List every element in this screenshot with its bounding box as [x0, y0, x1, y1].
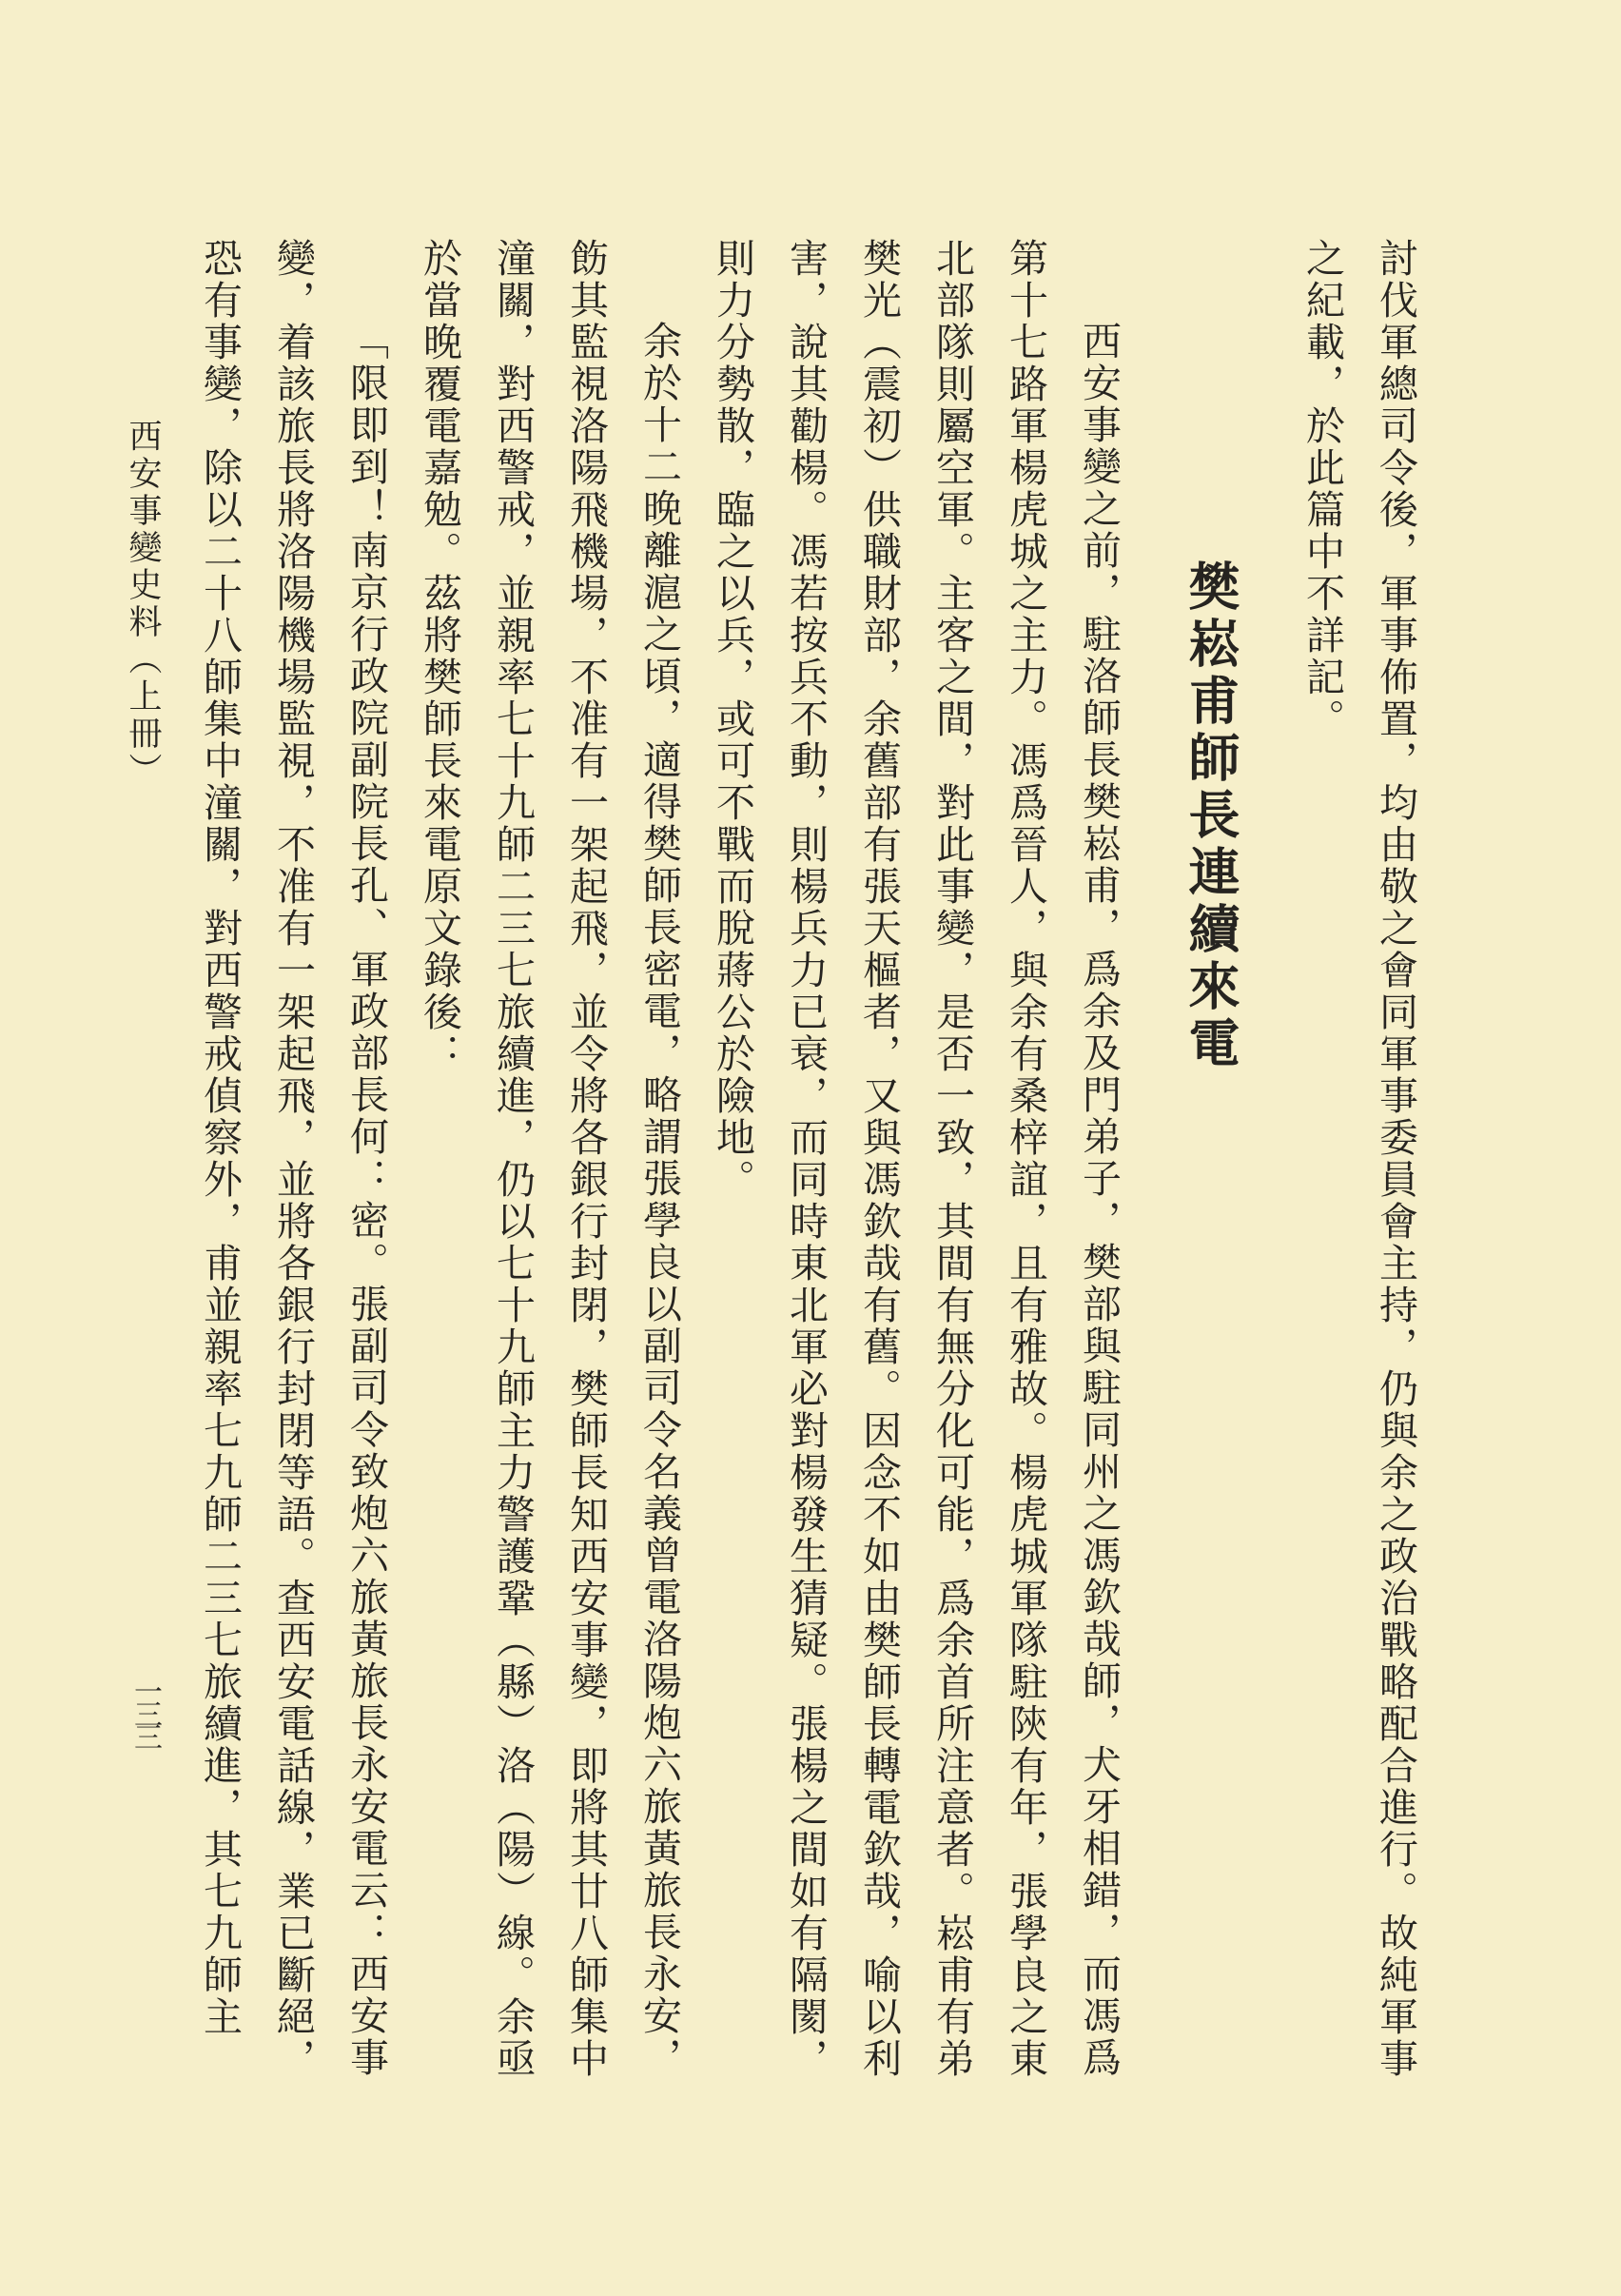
text-column: 飭其監視洛陽飛機場，不准有一架起飛，並令將各銀行封閉，樊師長知西安事變，即將其廿八師集中	[563, 238, 609, 2080]
text-column: 西安事變之前，駐洛師長樊崧甫，爲余及門弟子，樊部與駐同州之馮欽哉師，犬牙相錯，而馮爲	[1076, 321, 1122, 2079]
text-column: 恐有事變，除以二十八師集中潼關，對西警戒偵察外，甫並親率七九師二三七旅續進，其七九師主	[197, 238, 243, 2038]
running-footer-book-title: 西安事變史料（上冊）	[124, 419, 162, 790]
text-column: 第十七路軍楊虎城之主力。馮爲晉人，與余有桑梓誼，且有雅故。楊虎城軍隊駐陝有年，張學良之東	[1003, 238, 1048, 2080]
page-number: 一三三	[128, 1677, 162, 1745]
text-column: 樊光（震初）供職財部，余舊部有張天樞者，又與馮欽哉有舊。因念不如由樊師長轉電欽哉，喻以利	[856, 238, 902, 2080]
text-column: 潼關，對西警戒，並親率七十九師二三七旅續進，仍以七十九師主力警護鞏（縣）洛（陽）線。余亟	[490, 238, 536, 2080]
text-column: 之紀載，於此篇中不詳記。	[1299, 238, 1345, 740]
text-column: 北部隊則屬空軍。主客之間，對此事變，是否一致，其間有無分化可能，爲余首所注意者。崧甫有弟	[929, 238, 975, 2080]
text-column: 害，說其勸楊。馮若按兵不動，則楊兵力已衰，而同時東北軍必對楊發生猜疑。張楊之間如有隔閡，	[783, 238, 829, 2080]
section-title: 樊崧甫師長連續來電	[1181, 559, 1241, 1073]
text-column: 余於十二晚離滬之頃，適得樊師長密電，略謂張學良以副司令名義曾電洛陽炮六旅黃旅長永安，	[636, 321, 682, 2079]
text-column: 變，着該旅長將洛陽機場監視，不准有一架起飛，並將各銀行封閉等語。查西安電話線，業已斷絕，	[270, 238, 316, 2080]
text-column: 於當晚覆電嘉勉。茲將樊師長來電原文錄後：	[417, 238, 462, 1075]
text-column: 討伐軍總司令後，軍事佈置，均由敬之會同軍事委員會主持，仍與余之政治戰略配合進行。故純軍事	[1373, 238, 1418, 2080]
text-column: 則力分勢散，臨之以兵，或可不戰而脫蔣公於險地。	[710, 238, 755, 1201]
text-column: 「限即到！南京行政院副院長孔、軍政部長何：密。張副司令致炮六旅黃旅長永安電云：西安事	[343, 321, 389, 2079]
